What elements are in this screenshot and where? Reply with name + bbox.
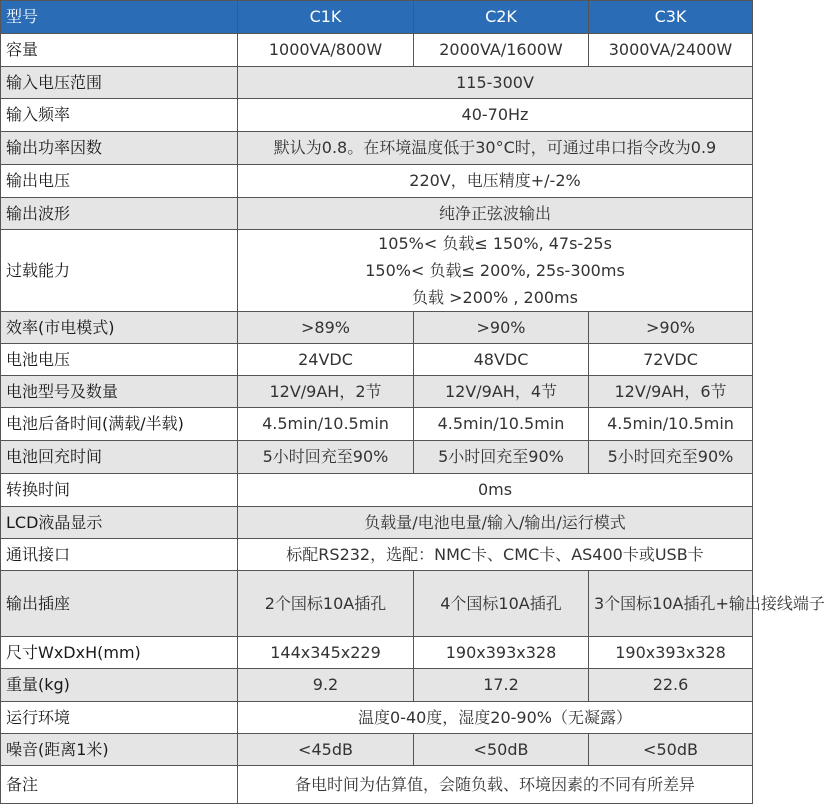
spec-label: 输入频率 <box>1 99 238 132</box>
model-header-c1k: C1K <box>238 1 414 34</box>
value-c2k: 48VDC <box>414 344 589 376</box>
row-output-power-factor <box>1 132 753 165</box>
row-dimensions <box>1 637 753 669</box>
row-efficiency <box>1 312 753 344</box>
value-c3k: 4.5min/10.5min <box>589 408 753 441</box>
row-output-waveform <box>1 198 753 230</box>
spec-label: 通讯接口 <box>1 539 238 571</box>
spec-label: 备注 <box>1 766 238 804</box>
spec-table-body <box>1 1 825 804</box>
value-c3k: >90% <box>589 312 753 344</box>
value-c2k: 4个国标10A插孔 <box>414 571 589 637</box>
row-noise <box>1 734 753 766</box>
row-output-voltage <box>1 165 753 198</box>
spec-label: 电池型号及数量 <box>1 376 238 408</box>
spec-label: 尺寸WxDxH(mm) <box>1 637 238 669</box>
spec-label: 重量(kg) <box>1 669 238 702</box>
row-capacity <box>1 34 753 67</box>
value-all-models: 40-70Hz <box>238 99 753 132</box>
row-weight <box>1 669 753 702</box>
value-c3k: 72VDC <box>589 344 753 376</box>
spec-label: 运行环境 <box>1 702 238 734</box>
value-c2k: 12V/9AH，4节 <box>414 376 589 408</box>
value-c1k: 24VDC <box>238 344 414 376</box>
value-all-models: 备电时间为估算值，会随负载、环境因素的不同有所差异 <box>238 766 753 804</box>
row-overload-capacity <box>1 230 753 312</box>
overload-line: 150%< 负载≤ 200%, 25s-300ms <box>365 261 625 280</box>
row-communication-interface <box>1 539 753 571</box>
row-remarks <box>1 766 753 804</box>
spec-label: 输出功率因数 <box>1 132 238 165</box>
value-c2k: <50dB <box>414 734 589 766</box>
value-c2k: >90% <box>414 312 589 344</box>
model-header-c3k: C3K <box>589 1 753 34</box>
value-c1k: 2个国标10A插孔 <box>238 571 414 637</box>
value-c2k: 2000VA/1600W <box>414 34 589 67</box>
spec-label: 输出插座 <box>1 571 238 637</box>
row-battery-type-count <box>1 376 753 408</box>
spec-label: 电池后备时间(满载/半载) <box>1 408 238 441</box>
spec-label: 输出电压 <box>1 165 238 198</box>
header-row <box>1 1 753 34</box>
value-c1k: 5小时回充至90% <box>238 441 414 474</box>
value-all-models: 负载量/电池电量/输入/输出/运行模式 <box>238 507 753 539</box>
row-transfer-time <box>1 474 753 507</box>
value-c3k: 190x393x328 <box>589 637 753 669</box>
value-c1k: 9.2 <box>238 669 414 702</box>
spec-label: 输入电压范围 <box>1 67 238 99</box>
row-operating-environment <box>1 702 753 734</box>
model-label-header: 型号 <box>1 1 238 34</box>
spec-label: 电池回充时间 <box>1 441 238 474</box>
row-output-sockets <box>1 571 753 637</box>
spec-label: 噪音(距离1米) <box>1 734 238 766</box>
value-c2k: 5小时回充至90% <box>414 441 589 474</box>
value-c3k: 12V/9AH，6节 <box>589 376 753 408</box>
overload-line: 105%< 负载≤ 150%, 47s-25s <box>378 234 612 253</box>
row-battery-voltage <box>1 344 753 376</box>
value-all-models: 标配RS232，选配：NMC卡、CMC卡、AS400卡或USB卡 <box>238 539 753 571</box>
value-c3k: 3000VA/2400W <box>589 34 753 67</box>
spec-label: 转换时间 <box>1 474 238 507</box>
value-c3k: <50dB <box>589 734 753 766</box>
value-all-models: 0ms <box>238 474 753 507</box>
spec-label: LCD液晶显示 <box>1 507 238 539</box>
value-c1k: 144x345x229 <box>238 637 414 669</box>
value-c1k: >89% <box>238 312 414 344</box>
value-all-models: 纯净正弦波输出 <box>238 198 753 230</box>
row-input-frequency <box>1 99 753 132</box>
value-c3k: 3个国标10A插孔+输出接线端子 <box>589 571 753 637</box>
spec-label: 输出波形 <box>1 198 238 230</box>
spec-label: 容量 <box>1 34 238 67</box>
row-battery-recharge-time <box>1 441 753 474</box>
value-c3k: 5小时回充至90% <box>589 441 753 474</box>
value-all-models: 115-300V <box>238 67 753 99</box>
value-c1k: 12V/9AH，2节 <box>238 376 414 408</box>
value-all-models: 默认为0.8。在环境温度低于30°C时，可通过串口指令改为0.9 <box>238 132 753 165</box>
row-lcd-display <box>1 507 753 539</box>
overload-line: 负载 >200% , 200ms <box>412 288 578 307</box>
spec-label: 电池电压 <box>1 344 238 376</box>
value-all-models: 温度0-40度，湿度20-90%（无凝露） <box>238 702 753 734</box>
value-c2k: 190x393x328 <box>414 637 589 669</box>
value-c2k: 4.5min/10.5min <box>414 408 589 441</box>
value-c3k: 22.6 <box>589 669 753 702</box>
model-header-c2k: C2K <box>414 1 589 34</box>
spec-label: 过载能力 <box>1 230 238 312</box>
row-input-voltage-range <box>1 67 753 99</box>
row-battery-backup-time <box>1 408 753 441</box>
value-all-models: 220V，电压精度+/-2% <box>238 165 753 198</box>
value-c2k: 17.2 <box>414 669 589 702</box>
spec-label: 效率(市电模式) <box>1 312 238 344</box>
value-c1k: <45dB <box>238 734 414 766</box>
value-c1k: 1000VA/800W <box>238 34 414 67</box>
value-all-models <box>238 230 753 312</box>
value-c1k: 4.5min/10.5min <box>238 408 414 441</box>
